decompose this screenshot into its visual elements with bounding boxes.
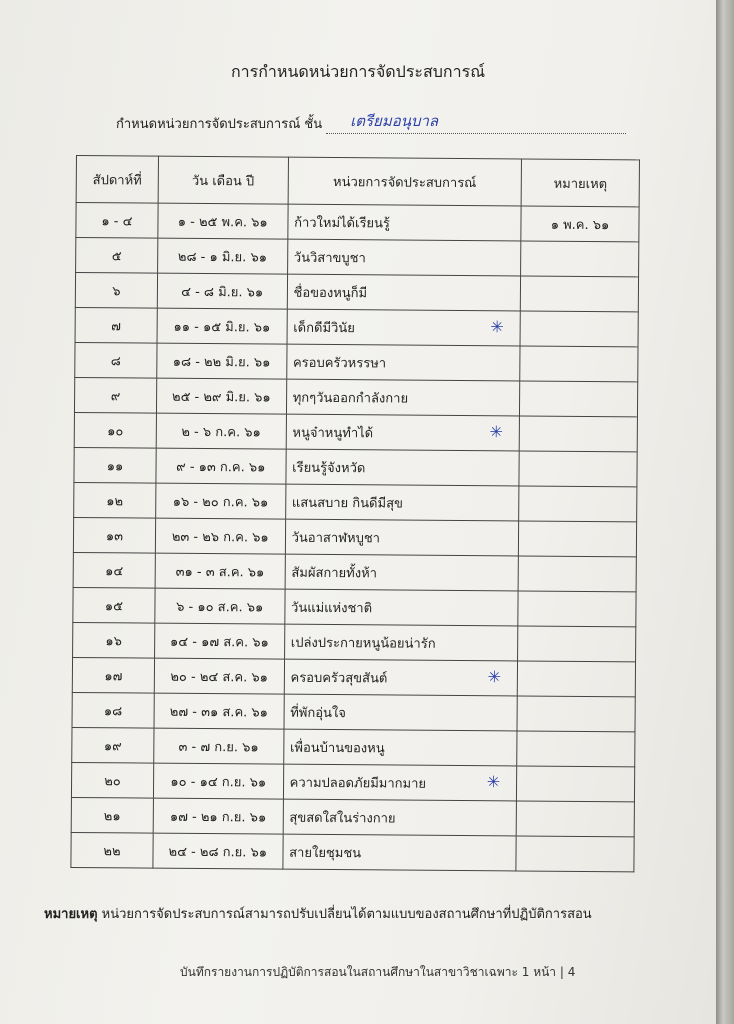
week-text: ๑๙ [103, 738, 122, 754]
table-row [74, 377, 637, 416]
remark-line [44, 903, 592, 924]
note-cell [517, 731, 635, 767]
footer-text: บันทึกรายงานการปฏิบัติการสอนในสถานศึกษาในสาขาวิชาเฉพาะ 1 [180, 965, 530, 979]
date-text: ๒๓ - ๒๖ ก.ค. ๖๑ [171, 529, 269, 546]
note-cell [518, 591, 636, 627]
week-text: ๑๑ [106, 458, 124, 474]
note-cell [517, 766, 635, 802]
date-text: ๑ - ๒๕ พ.ค. ๖๑ [177, 214, 268, 231]
unit-cell [283, 834, 517, 871]
unit-text: หนูจ๋าหนูทำได้ [292, 425, 374, 441]
unit-text: เปล่งประกายหนูน้อยน่ารัก [290, 635, 436, 652]
table-row [73, 622, 636, 661]
table-header-row [76, 156, 639, 207]
unit-cell [284, 624, 518, 661]
date-cell [156, 483, 286, 519]
footer-page-number: 4 [567, 965, 576, 979]
week-text: ๑ - ๔ [101, 213, 133, 229]
asterisk-mark-icon: ✳ [490, 317, 504, 337]
week-cell [74, 482, 156, 518]
date-cell [153, 763, 283, 799]
class-level-line [116, 113, 626, 134]
date-cell [156, 378, 286, 414]
week-text: ๑๕ [104, 598, 124, 614]
week-text: ๙ [110, 388, 121, 404]
table-row [71, 762, 634, 801]
table-row [71, 797, 634, 836]
date-cell [154, 623, 284, 659]
unit-cell [286, 449, 520, 486]
class-level-label: กำหนดหน่วยการจัดประสบการณ์ ชั้น [116, 117, 323, 132]
date-text: ๒ - ๖ ก.ค. ๖๑ [181, 424, 261, 440]
week-cell [75, 273, 157, 309]
unit-cell [283, 729, 517, 766]
date-text: ๑๖ - ๒๐ ก.ค. ๖๑ [172, 494, 269, 511]
date-cell [154, 658, 284, 694]
date-cell [157, 308, 287, 344]
date-cell [153, 798, 283, 834]
note-cell [520, 311, 638, 347]
week-cell [74, 412, 156, 448]
unit-cell [287, 204, 521, 241]
table-row [72, 727, 635, 766]
asterisk-mark-icon: ✳ [489, 422, 504, 442]
date-text: ๖ - ๑๐ ส.ค. ๖๑ [176, 599, 264, 615]
note-cell [520, 276, 638, 312]
unit-text: เรียนรู้จังหวัด [292, 460, 366, 476]
date-cell [153, 833, 283, 869]
unit-text: เด็กดีมีวินัย [293, 320, 355, 336]
note-cell [519, 451, 637, 487]
date-cell [155, 588, 285, 624]
unit-text: แสนสบาย กินดีมีสุข [291, 495, 403, 512]
date-cell [156, 448, 286, 484]
date-cell [157, 238, 287, 274]
week-text: ๑๔ [105, 563, 124, 579]
week-text: ๘ [110, 353, 121, 369]
unit-text: วันวิสาขบูชา [293, 250, 366, 266]
week-text: ๑๗ [104, 668, 123, 684]
note-cell [517, 661, 635, 697]
unit-text: ชื่อของหนูก็มี [293, 285, 368, 301]
unit-text: วันอาสาฬหบูชา [291, 530, 381, 546]
header-note: หมายเหตุ [521, 159, 639, 207]
unit-text: ทุกๆวันออกกำลังกาย [292, 390, 409, 407]
unit-text: เพื่อนบ้านของหนู [289, 740, 385, 756]
unit-text: ครอบครัวหรรษา [292, 355, 387, 371]
note-cell [519, 486, 637, 522]
date-cell [156, 413, 286, 449]
week-cell [72, 657, 154, 693]
week-cell [74, 377, 156, 413]
date-text: ๒๘ - ๑ มิ.ย. ๖๑ [177, 249, 268, 266]
note-text: ๑ พ.ค. ๖๑ [550, 217, 610, 233]
week-text: ๖ [112, 283, 121, 299]
unit-text: วันแม่แห่งชาติ [291, 600, 373, 616]
unit-cell [284, 659, 518, 696]
unit-cell [286, 344, 520, 381]
date-cell [154, 728, 284, 764]
week-cell [73, 552, 155, 588]
unit-text: สุขสดใสในร่างกาย [289, 810, 396, 827]
week-text: ๑๐ [107, 423, 124, 439]
table-row [75, 307, 638, 346]
note-cell [517, 696, 635, 732]
unit-text: ที่พักอุ่นใจ [290, 705, 346, 721]
table-row [74, 447, 637, 486]
asterisk-mark-icon: ✳ [487, 667, 502, 687]
date-text: ๓ - ๗ ก.ย. ๖๑ [178, 739, 259, 755]
header-unit: หน่วยการจัดประสบการณ์ [288, 157, 522, 206]
table-row [73, 587, 636, 626]
week-cell [76, 203, 158, 239]
date-cell [155, 518, 285, 554]
week-text: ๕ [111, 248, 122, 264]
unit-cell [284, 694, 518, 731]
date-text: ๙ - ๑๓ ก.ค. ๖๑ [176, 459, 266, 475]
week-cell [73, 587, 155, 623]
date-cell [157, 273, 287, 309]
unit-cell [287, 239, 521, 276]
note-cell [520, 346, 638, 382]
page-footer [180, 963, 575, 982]
table-row [73, 552, 636, 591]
week-cell [73, 622, 155, 658]
week-text: ๒๐ [104, 773, 121, 789]
week-cell [71, 832, 153, 868]
remark-text: หน่วยการจัดประสบการณ์สามารถปรับเปลี่ยนได้ตามแบบของสถานศึกษาที่ปฏิบัติการสอน [101, 907, 592, 922]
table-row [76, 238, 639, 277]
note-cell [516, 836, 634, 872]
table-row [71, 832, 634, 871]
note-cell [518, 556, 636, 592]
note-cell [516, 801, 634, 837]
date-text: ๑๑ - ๑๕ มิ.ย. ๖๑ [173, 319, 271, 336]
date-text: ๑๔ - ๑๗ ส.ค. ๖๑ [170, 634, 269, 651]
table-row [72, 657, 635, 696]
class-level-handwritten-value: เตรียมอนุบาล [350, 112, 439, 130]
week-text: ๗ [111, 318, 122, 334]
unit-text: ครอบครัวสุขสันต์ [290, 670, 388, 686]
asterisk-mark-icon: ✳ [486, 772, 501, 792]
week-text: ๒๒ [103, 843, 121, 859]
experience-units-table [70, 155, 640, 872]
week-cell [74, 447, 156, 483]
week-cell [71, 797, 153, 833]
class-level-dotted-line [326, 112, 626, 134]
unit-text: ก้าวใหม่ได้เรียนรู้ [294, 215, 391, 231]
unit-cell [286, 379, 520, 416]
date-text: ๑๐ - ๑๔ ก.ย. ๖๑ [170, 774, 267, 791]
date-text: ๓๑ - ๓ ส.ค. ๖๑ [175, 564, 265, 580]
footer-page-label: หน้า | [533, 965, 564, 979]
date-cell [155, 553, 285, 589]
header-week: สัปดาห์ที่ [76, 156, 158, 204]
table-row [74, 412, 637, 451]
note-cell [520, 381, 638, 417]
unit-cell [285, 554, 519, 591]
table-row [74, 482, 637, 521]
table-row [72, 692, 635, 731]
table-row [73, 517, 636, 556]
unit-cell [286, 414, 520, 451]
unit-cell [283, 799, 517, 836]
note-cell [521, 241, 639, 277]
week-cell [73, 517, 155, 553]
date-cell [154, 693, 284, 729]
week-cell [75, 342, 157, 378]
date-text: ๒๔ - ๒๘ ก.ย. ๖๑ [168, 844, 268, 861]
unit-text: ความปลอดภัยมีมากมาย [289, 775, 427, 792]
unit-text: สัมผัสกายทั้งห้า [291, 565, 378, 581]
note-cell [519, 521, 637, 557]
unit-cell [285, 484, 519, 521]
note-cell [519, 416, 637, 452]
date-text: ๒๗ - ๓๑ ส.ค. ๖๑ [169, 704, 268, 721]
remark-label: หมายเหตุ [44, 907, 98, 922]
week-cell [72, 692, 154, 728]
week-cell [72, 727, 154, 763]
unit-cell [284, 589, 518, 626]
week-cell [76, 238, 158, 274]
date-cell [157, 343, 287, 379]
week-cell [71, 762, 153, 798]
unit-cell [285, 519, 519, 556]
unit-cell [283, 764, 517, 801]
header-date: วัน เดือน ปี [158, 156, 288, 204]
week-text: ๒๑ [103, 808, 121, 824]
unit-cell [287, 274, 521, 311]
week-cell [75, 307, 157, 343]
date-text: ๑๗ - ๒๑ ก.ย. ๖๑ [169, 809, 267, 826]
date-text: ๒๐ - ๒๔ ส.ค. ๖๑ [170, 669, 268, 686]
note-cell [521, 206, 639, 242]
week-text: ๑๖ [105, 633, 122, 649]
date-text: ๒๕ - ๒๙ มิ.ย. ๖๑ [171, 389, 271, 406]
date-text: ๑๘ - ๒๒ มิ.ย. ๖๑ [172, 354, 271, 371]
week-text: ๑๘ [103, 703, 123, 719]
week-text: ๑๒ [106, 493, 124, 509]
week-text: ๑๓ [105, 528, 124, 544]
table-row [76, 203, 639, 242]
page-title: การกำหนดหน่วยการจัดประสบการณ์ [230, 62, 486, 81]
binder-edge [716, 0, 734, 1024]
date-text: ๔ - ๘ มิ.ย. ๖๑ [181, 284, 264, 300]
date-cell [158, 203, 288, 239]
unit-text: สายใยชุมชน [289, 845, 362, 861]
table-row [75, 342, 638, 381]
table-row [75, 273, 638, 312]
note-cell [518, 626, 636, 662]
unit-cell [287, 309, 521, 346]
